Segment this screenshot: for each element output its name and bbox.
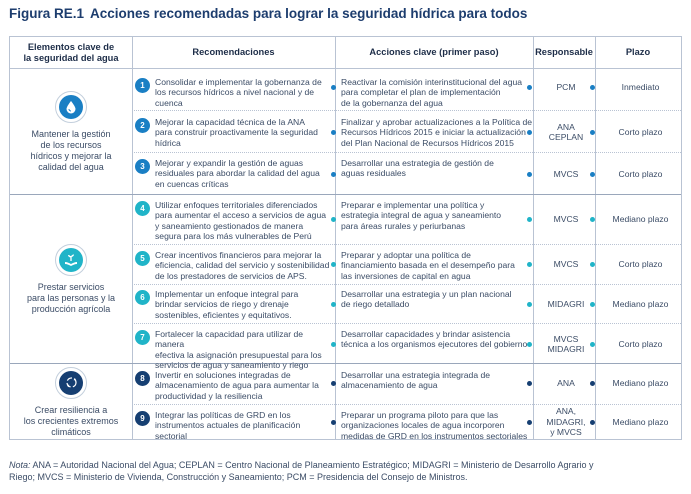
recommendation-number-badge: 7 (135, 330, 150, 345)
column-divider (595, 37, 596, 439)
key-action-text: Preparar y adoptar una política de financiamiento basada en el desempeño para las inversiones de capital en agua (341, 250, 515, 281)
term-cell: Mediano plazo (612, 214, 669, 224)
connector-dot (331, 342, 336, 347)
header-elementos-line1: Elementos clave de (27, 41, 115, 52)
recommendation-number-badge: 6 (135, 290, 150, 305)
term-cell: Mediano plazo (612, 299, 669, 309)
recommendation-text: Consolidar e implementar la gobernanza de los recursos hídricos a nivel nacional y de cuenca (155, 77, 322, 108)
group-label: Mantener la gestión de los recursos hídricos y mejorar la calidad del agua (30, 129, 112, 172)
recommendation-text: Utilizar enfoques territoriales diferenciados para aumentar el acceso a servicios de agua y saneamiento gestionados de manera segura para los más vulnerables de Perú (155, 200, 327, 242)
row-divider (132, 110, 681, 111)
key-action-text: Preparar un programa piloto para que las organizaciones locales de agua incorporen medidas de GRD en los instrumentos sectoriales (341, 410, 528, 441)
connector-dot (331, 420, 336, 425)
term-cell: Mediano plazo (612, 378, 669, 388)
key-action-text: Desarrollar una estrategia y un plan nacional de riego detallado (341, 289, 512, 310)
term-cell: Mediano plazo (612, 417, 669, 427)
recommendation-text: Implementar un enfoque integral para brindar servicios de riego y drenaje sostenibles, eficientes y equitativos. (155, 289, 299, 320)
table-note (9, 460, 681, 483)
group-label: Crear resiliencia a los crecientes extremos climáticos (23, 404, 119, 437)
connector-dot (331, 130, 336, 135)
recommendation-number-badge: 1 (135, 78, 150, 93)
header-plazo: Plazo (595, 37, 681, 69)
recycle-arrows-icon (59, 371, 83, 395)
connector-dot (331, 381, 336, 386)
responsible-cell: ANA, MIDAGRI, y MVCS (546, 406, 586, 438)
term-cell: Inmediato (621, 82, 660, 92)
recommendation-number-badge: 4 (135, 201, 150, 216)
group-services (10, 195, 132, 363)
recommendation-text: Crear incentivos financieros para mejorar la eficiencia, calidad del servicio y sostenibilidad de los prestadores de servicios de APS. (155, 250, 330, 281)
recommendation-text: Integrar las políticas de GRD en los instrumentos actuales de planificación sectorial (155, 410, 301, 441)
recommendation-text: Fortalecer la capacidad para utilizar de manera efectiva la asignación presupuestal para los servicios de agua y saneamiento y riego (155, 329, 322, 371)
water-drop-icon (59, 95, 83, 119)
key-action-text: Desarrollar capacidades y brindar asistencia técnica a los organismos ejecutores del gobierno (341, 329, 528, 350)
key-action-text: Preparar e implementar una política y estrategia integral de agua y saneamiento para áreas rurales y periurbanas (341, 200, 502, 231)
recommendation-text: Invertir en soluciones integradas de almacenamiento de agua para aumentar la productividad y la resiliencia (155, 370, 319, 401)
term-cell: Corto plazo (618, 339, 663, 349)
column-divider (335, 37, 336, 439)
note-line1: ANA = Autoridad Nacional del Agua; CEPLAN = Centro Nacional de Planeamiento Estratégico; MIDAGRI = Ministerio de Desarrollo Agrario y (30, 460, 594, 470)
responsible-cell: MVCS (553, 168, 579, 179)
key-action-text: Finalizar y aprobar actualizaciones a la Política de Recursos Hídricos 2015 e iniciar la actualización del Plan Nacional de Recursos Hídricos 2015 (341, 117, 533, 148)
responsible-cell: ANA CEPLAN (548, 121, 584, 142)
recommendations-table (9, 36, 682, 440)
term-cell: Corto plazo (618, 259, 663, 269)
connector-dot (331, 302, 336, 307)
responsible-cell: MIDAGRI (547, 298, 585, 309)
note-line2: Riego; MVCS = Ministerio de Vivienda, Construcción y Saneamiento; PCM = Presidencia del Consejo de Ministros. (9, 471, 468, 482)
recommendation-number-badge: 5 (135, 251, 150, 266)
group-icon-ring (55, 91, 87, 123)
figure-title (9, 6, 527, 21)
header-acciones: Acciones clave (primer paso) (335, 37, 533, 69)
row-divider (132, 244, 681, 245)
figure-label: Figura RE.1 (9, 6, 85, 21)
header-responsable: Responsable (533, 37, 595, 69)
connector-dot (331, 85, 336, 90)
header-recomendaciones: Recomendaciones (132, 37, 335, 69)
row-divider (132, 284, 681, 285)
key-action-text: Reactivar la comisión interinstitucional del agua para completar el plan de implementación de la gobernanza del agua (341, 77, 523, 108)
connector-dot (331, 262, 336, 267)
recommendation-number-badge: 2 (135, 118, 150, 133)
recommendation-number-badge: 9 (135, 411, 150, 426)
term-cell: Corto plazo (618, 169, 663, 179)
connector-dot (331, 217, 336, 222)
recommendation-number-badge: 3 (135, 159, 150, 174)
note-label: Nota: (9, 460, 31, 470)
group-resilience (10, 364, 132, 440)
recommendation-text: Mejorar y expandir la gestión de aguas residuales para abordar la calidad del agua en cuencas críticas (155, 158, 320, 189)
column-divider (132, 37, 133, 439)
header-elementos-line2: la seguridad del agua (23, 52, 119, 63)
row-divider (132, 323, 681, 324)
connector-dot (331, 172, 336, 177)
responsible-cell: MVCS (553, 258, 579, 269)
key-action-text: Desarrollar una estrategia integrada de almacenamiento de agua (341, 370, 491, 391)
recommendation-text: Mejorar la capacidad técnica de la ANA para construir proactivamente la seguridad hídrica (155, 117, 318, 148)
row-divider (132, 404, 681, 405)
responsible-cell: MVCS MIDAGRI (547, 333, 585, 354)
responsible-cell: MVCS (553, 213, 579, 224)
responsible-cell: ANA (557, 377, 575, 388)
group-label: Prestar servicios para las personas y la producción agrícola (26, 281, 116, 314)
figure-title-text: Acciones recomendadas para lograr la seguridad hídrica para todos (90, 6, 528, 21)
row-divider (132, 152, 681, 153)
group-icon-ring (55, 367, 87, 399)
hands-plant-icon (59, 248, 83, 272)
term-cell: Corto plazo (618, 127, 663, 137)
recommendation-number-badge: 8 (135, 371, 150, 386)
group-water-management (10, 70, 132, 194)
key-action-text: Desarrollar una estrategia de gestión de aguas residuales (341, 158, 494, 179)
header-elementos (10, 37, 132, 69)
group-icon-ring (55, 244, 87, 276)
responsible-cell: PCM (556, 81, 576, 92)
